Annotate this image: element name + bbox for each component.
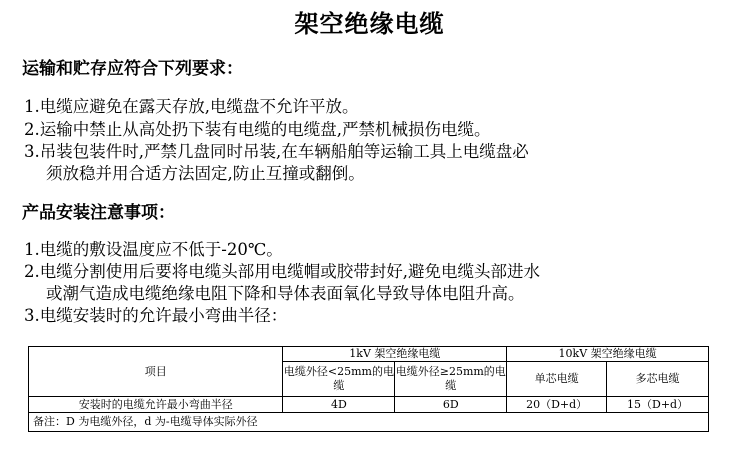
transport-item-3-cont: 须放稳并用合适方法固定,防止互撞或翻倒。 — [46, 164, 365, 183]
bending-radius-table — [28, 346, 709, 432]
page-title: 架空绝缘电缆 — [294, 10, 445, 38]
table-note: 备注：D 为电缆外径，d 为-电缆导体实际外径 — [29, 413, 709, 432]
transport-item-3: 3.吊装包装件时,严禁几盘同时吊装,在车辆船舶等运输工具上电缆盘必 — [24, 142, 529, 161]
install-heading: 产品安装注意事项： — [22, 203, 175, 223]
install-item-2: 2.电缆分割使用后要将电缆头部用电缆帽或胶带封好,避免电缆头部进水 — [24, 262, 540, 281]
transport-item-2: 2.运输中禁止从高处扔下装有电缆的电缆盘,严禁机械损伤电缆。 — [24, 120, 491, 139]
col-small-diameter-header: 电缆外径<25mm的电缆 — [283, 362, 395, 397]
value-single-core: 20（D+d） — [507, 397, 607, 413]
value-small-diameter: 4D — [283, 397, 395, 413]
value-multi-core: 15（D+d） — [607, 397, 709, 413]
group-10kv-header: 10kV 架空绝缘电缆 — [507, 347, 709, 362]
install-item-1: 1.电缆的敷设温度应不低于-20℃。 — [24, 240, 283, 259]
col-large-diameter-header: 电缆外径≥25mm的电缆 — [395, 362, 507, 397]
transport-item-1: 1.电缆应避免在露天存放,电缆盘不允许平放。 — [24, 97, 359, 116]
item-header: 项目 — [29, 347, 283, 397]
value-large-diameter: 6D — [395, 397, 507, 413]
row-label: 安装时的电缆允许最小弯曲半径 — [29, 397, 283, 413]
transport-heading: 运输和贮存应符合下列要求： — [22, 59, 243, 79]
col-single-core-header: 单芯电缆 — [507, 362, 607, 397]
install-item-3: 3.电缆安装时的允许最小弯曲半径： — [24, 306, 288, 325]
install-item-2-cont: 或潮气造成电缆绝缘电阻下降和导体表面氧化导致导体电阻升高。 — [46, 284, 525, 303]
group-1kv-header: 1kV 架空绝缘电缆 — [283, 347, 507, 362]
col-multi-core-header: 多芯电缆 — [607, 362, 709, 397]
